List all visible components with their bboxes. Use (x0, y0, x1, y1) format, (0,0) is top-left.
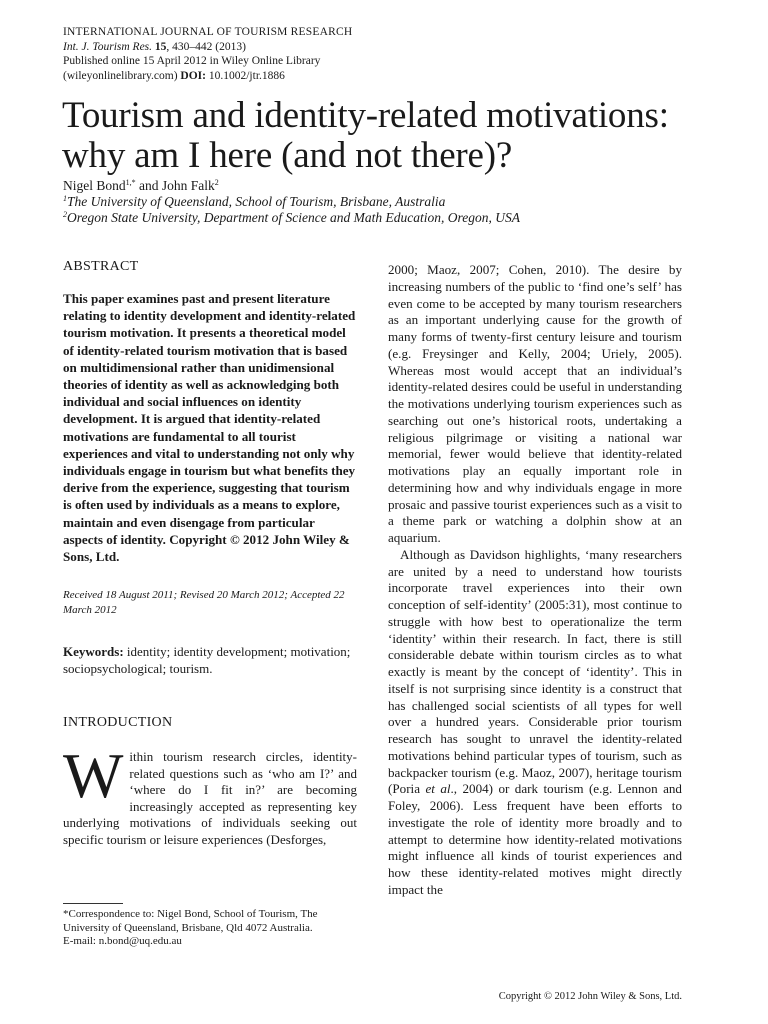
volume-number: 15 (154, 40, 167, 53)
page-copyright: Copyright © 2012 John Wiley & Sons, Ltd. (498, 991, 682, 1002)
title-line-2: why am I here (and not there)? (62, 135, 513, 176)
introduction-text: ithin tourism research circles, identity-related questions such as ‘who am I?’ and ‘where do I fit in?’ are becoming increasingly accepted as representing key underlying motivations of individuals seeking out specific tourism or leisure experiences (Desforges, (63, 749, 357, 847)
footnote-divider (63, 903, 123, 904)
introduction-body (63, 740, 357, 848)
keywords-list: identity; identity development; motivation; sociopsychological; tourism. (63, 644, 351, 677)
authors-block (63, 178, 743, 226)
author-line (63, 178, 743, 194)
abstract-body: This paper examines past and present literature relating to identity development and identity-related tourism motivation. It presents a theoretical model of identity-related tourism motivation that is based on multidimensional rather than unidimensional theories of identity as well as acknowledging both individual and social influences on identity development. It is argued that identity-related motivations are fundamental to all tourist experiences and vital to understanding not only why individuals engage in tourism but what benefits they derive from the experience, suggesting that tourism is often used by individuals as a means to explore, maintain and even disengage from particular aspects of identity. Copyright © 2012 John Wiley & Sons, Ltd. (63, 291, 356, 565)
left-column (63, 259, 357, 848)
author-1: Nigel Bond (63, 178, 126, 193)
affiliation-2 (63, 210, 743, 226)
title-line-1: Tourism and identity-related motivations: (62, 95, 669, 136)
author-conjunction: and (135, 178, 162, 193)
affiliation-1 (63, 194, 743, 210)
doi-label: DOI: (180, 69, 206, 82)
journal-header (63, 25, 703, 83)
footnote-email[interactable]: E-mail: n.bond@uq.edu.au (63, 935, 182, 947)
paragraph-2-part-b: ., 2004) or dark tourism (e.g. Lennon and Foley, 2006). Less frequent have been efforts to investigate the role of identity more broadly and to attempt to determine how identity-related motivations might influence all kinds of tourist experiences and how these identity-related motives might directly impact the (388, 781, 682, 897)
author-2: John Falk (161, 178, 215, 193)
keywords (63, 643, 357, 677)
drop-cap: W (63, 740, 124, 812)
library-url[interactable]: (wileyonlinelibrary.com) (63, 69, 178, 82)
affiliation-1-number: 1 (63, 194, 67, 203)
right-column (388, 262, 682, 899)
citation-line (63, 40, 703, 55)
abstract-heading: ABSTRACT (63, 259, 139, 274)
keywords-label: Keywords: (63, 644, 124, 660)
paragraph-2 (388, 547, 682, 899)
doi-value[interactable]: 10.1002/jtr.1886 (208, 69, 285, 82)
affiliation-2-text: Oregon State University, Department of Science and Math Education, Oregon, USA (67, 210, 521, 225)
paragraph-2-part-a: Although as Davidson highlights, ‘many researchers are united by a need to understand how tourists incorporate travel experiences into their own conception of self-identity’ (2005:31), most continue to struggle with how best to operationalize the term ‘identity’ within their research. In fact, there is still considerable debate within tourism circles as to what exactly is meant by the concept of ‘identity’. This in itself is not surprising since identity is a construct that has challenged social scientists of all types for well over a hundred years. Considerable prior tourism research has sought to unravel the identity-related motivations behind particular types of tourism, such as backpacker tourism (e.g. Maoz, 2007), heritage tourism (Poria (388, 546, 682, 797)
citation-abbrev: Int. J. Tourism Res. (63, 40, 153, 53)
article-title (62, 96, 722, 176)
author-1-marks: 1,* (125, 178, 136, 187)
et-al: et al (425, 781, 451, 797)
page-range: , 430–442 (2013) (166, 40, 246, 53)
journal-name: INTERNATIONAL JOURNAL OF TOURISM RESEARCH (63, 26, 353, 38)
footnote-text: *Correspondence to: Nigel Bond, School of Tourism, The University of Queensland, Brisbane, Qld 4072 Australia. (63, 908, 318, 934)
affiliation-2-number: 2 (63, 210, 67, 219)
author-2-marks: 2 (214, 178, 219, 187)
received-dates: Received 18 August 2011; Revised 20 March 2012; Accepted 22 March 2012 (63, 589, 345, 617)
paragraph-1: 2000; Maoz, 2007; Cohen, 2010). The desire by increasing numbers of the public to ‘find one’s self’ has even come to be accepted by many tourism researchers as an important underlying cause for the growth of many forms of twenty-first century leisure and tourism (e.g. Freysinger and Kelly, 2004; Uriely, 2005). Whereas most would accept that an individual’s identity-related desires could be useful in understanding the motivations underlying tourism experiences such as searching out one’s historical roots, undertaking a religious pilgrimage or visiting a national war memorial, fewer would believe that identity-related motivations play an equally important role in determining how and why individuals engage in more prosaic and passive tourist experiences such as a visit to a theme park or watching a dolphin show at an aquarium. (388, 262, 682, 545)
doi-line (63, 69, 703, 84)
introduction-heading: INTRODUCTION (63, 715, 173, 731)
published-line: Published online 15 April 2012 in Wiley Online Library (63, 55, 321, 67)
correspondence-footnote (63, 908, 363, 949)
affiliation-1-text: The University of Queensland, School of Tourism, Brisbane, Australia (67, 194, 446, 209)
